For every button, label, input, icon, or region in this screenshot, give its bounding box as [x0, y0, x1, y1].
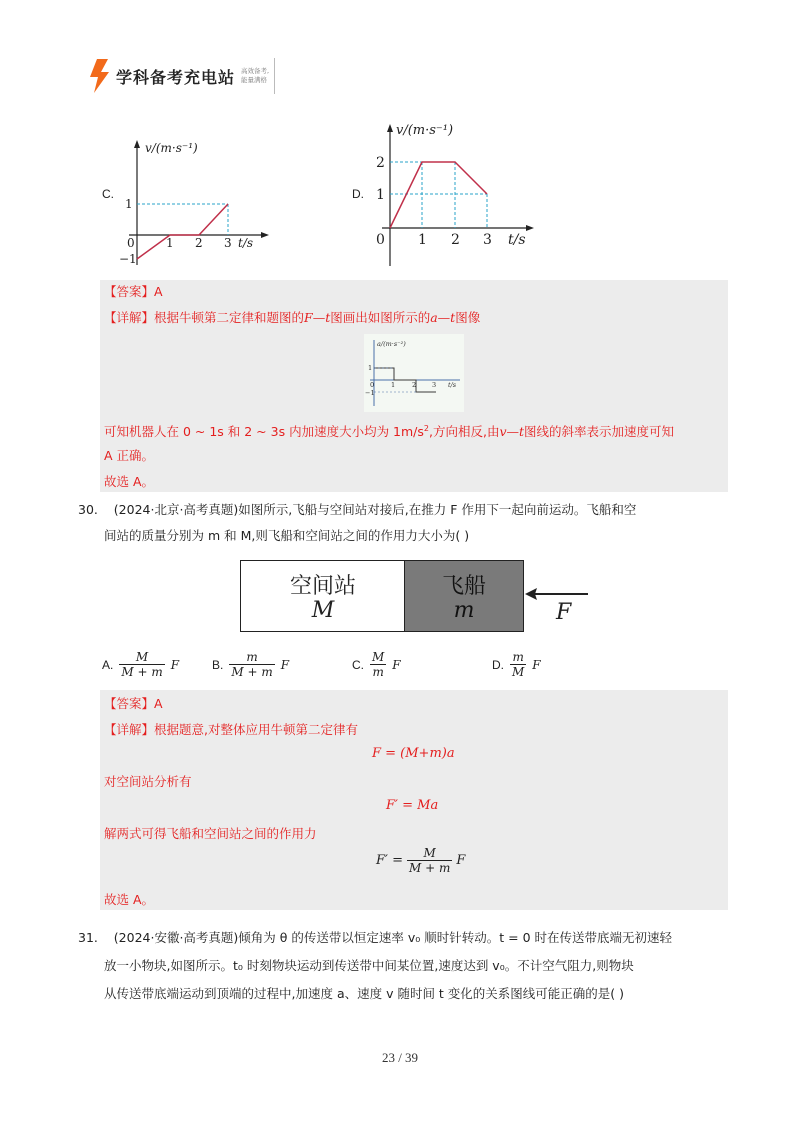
question-31-line2: 放一小物块,如图所示。t₀ 时刻物块运动到传送带中间某位置,速度达到 v₀。不计空气阻力,则物块	[104, 958, 634, 973]
option-c-letter: C.	[102, 187, 114, 201]
option-c-xtick-3: 3	[224, 236, 232, 250]
option-d-ylabel: v/(m·s⁻¹)	[396, 123, 454, 138]
option-d-ytick-1: 1	[376, 187, 385, 203]
answer-29-detail: 【详解】根据牛顿第二定律和题图的F—t图画出如图所示的a—t图像	[104, 310, 481, 325]
svg-text:t/s: t/s	[448, 381, 457, 389]
option-d-xtick-0: 0	[376, 232, 385, 248]
option-d-xtick-2: 2	[451, 232, 460, 248]
question-30-line2: 间站的质量分别为 m 和 M,则飞船和空间站之间的作用力大小为( )	[104, 528, 470, 543]
svg-text:1: 1	[391, 381, 396, 389]
option-d-xtick-3: 3	[483, 232, 492, 248]
svg-text:0: 0	[370, 381, 375, 389]
equation-3: F′ = $\frac{M}{M + m}$ F	[376, 846, 466, 875]
ship-symbol: m	[453, 598, 475, 623]
brand-name: 学科备考充电站	[116, 67, 236, 87]
option-c-ytick-neg1: −1	[119, 252, 137, 266]
answer-29-choose: 故选 A。	[104, 474, 155, 489]
lightning-bolt-icon	[88, 59, 110, 93]
choice-b[interactable]: B. $\frac{m}{M + m}$ F	[212, 650, 290, 679]
answer-30-choose: 故选 A。	[104, 892, 155, 907]
svg-text:2: 2	[412, 381, 417, 389]
option-d-xlabel: t/s	[508, 232, 526, 248]
option-c-ytick-1: 1	[125, 197, 133, 211]
option-c-graph	[115, 135, 275, 275]
answer-30-detail: 【详解】根据题意,对整体应用牛顿第二定律有	[104, 722, 358, 737]
question-30-line1: 30. (2024·北京·高考真题)如图所示,飞船与空间站对接后,在推力 F 作用下一起向前运动。飞船和空	[78, 502, 637, 517]
option-c-xtick-2: 2	[195, 236, 203, 250]
answer-30-solve: 解两式可得飞船和空间站之间的作用力	[104, 826, 317, 841]
answer-29-conclusion-2: A 正确。	[104, 448, 155, 463]
station-name: 空间站	[289, 574, 356, 599]
option-d-letter: D.	[352, 187, 364, 201]
page-number: 23 / 39	[381, 1050, 419, 1065]
choice-d[interactable]: D. $\frac{m}{M}$ F	[492, 650, 541, 679]
choice-a[interactable]: A. $\frac{M}{M + m}$ F	[102, 650, 180, 679]
option-c-xtick-0: 0	[127, 236, 135, 250]
answer-30-station: 对空间站分析有	[104, 774, 192, 789]
option-d-xtick-1: 1	[418, 232, 427, 248]
option-c-xtick-1: 1	[166, 236, 174, 250]
answer-30-label: 【答案】A	[104, 696, 163, 711]
answer-29-conclusion: 可知机器人在 0 ~ 1s 和 2 ~ 3s 内加速度大小均为 $1m/s^2$,方向相反,由v—t图线的斜率表示加速度可知	[104, 423, 675, 439]
question-31-line1: 31. (2024·安徽·高考真题)倾角为 θ 的传送带以恒定速率 v₀ 顺时针转动。t = 0 时在传送带底端无初速轻	[78, 930, 673, 945]
equation-2: F′ = Ma	[386, 798, 439, 813]
station-ship-diagram	[240, 560, 600, 632]
slogan: 高效备考, 能量满格	[241, 67, 270, 84]
choice-c[interactable]: C. $\frac{M}{m}$ F	[352, 650, 401, 679]
force-label: F	[556, 600, 572, 625]
svg-text:3: 3	[432, 381, 437, 389]
equation-1: F = (M+m)a	[372, 746, 455, 761]
question-31-line3: 从传送带底端运动到顶端的过程中,加速度 a、速度 v 随时间 t 变化的关系图线可能正确的是( )	[104, 986, 625, 1001]
svg-text:a/(m·s⁻²): a/(m·s⁻²)	[377, 340, 406, 348]
answer-box-29	[100, 280, 728, 492]
option-d-ytick-2: 2	[376, 155, 385, 171]
header-divider	[274, 58, 275, 94]
station-symbol: M	[311, 598, 335, 623]
option-c-xlabel: t/s	[238, 236, 254, 250]
ship-name: 飞船	[441, 574, 486, 599]
svg-text:1: 1	[368, 364, 373, 372]
header-logo	[88, 56, 275, 96]
svg-text:−1: −1	[365, 389, 375, 397]
option-d-graph	[370, 118, 540, 268]
option-c-ylabel: v/(m·s⁻¹)	[145, 141, 198, 155]
answer-29-label: 【答案】A	[104, 284, 163, 299]
space-station-box	[240, 560, 406, 632]
answer-box-30	[100, 690, 728, 910]
at-graph-image	[364, 334, 464, 412]
spaceship-box	[404, 560, 524, 632]
